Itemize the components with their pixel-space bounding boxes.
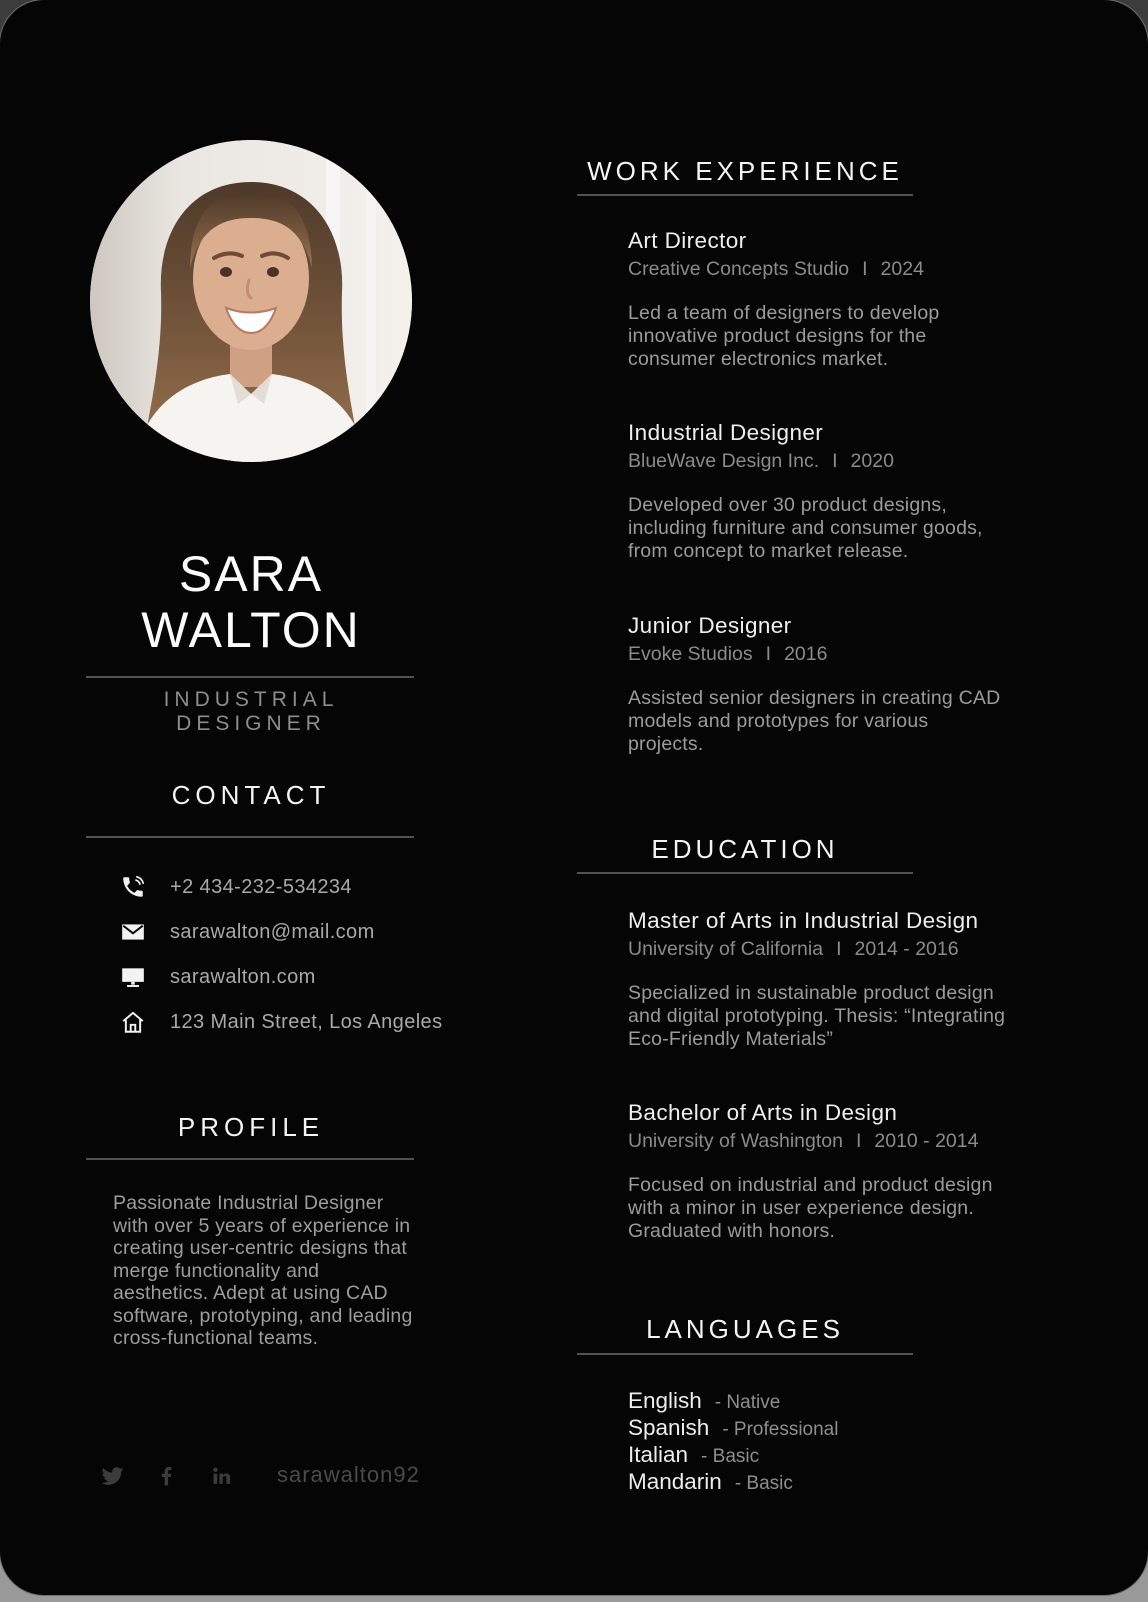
divider [86, 1158, 414, 1160]
twitter-icon[interactable] [100, 1463, 125, 1488]
language-item [628, 1415, 1006, 1442]
job-description: Assisted senior designers in creating CAD models and prototypes for various projects. [628, 687, 1001, 755]
languages-list [628, 1388, 1006, 1496]
language-item [628, 1469, 1006, 1496]
job-meta [628, 643, 1006, 666]
meta-separator: I [836, 938, 842, 960]
meta-separator: I [832, 450, 838, 472]
job-title: Industrial Designer [628, 420, 824, 445]
job-org: Evoke Studios [628, 643, 753, 665]
language-name: Spanish [628, 1415, 710, 1440]
degree-description: Focused on industrial and product design with a minor in user experience design. Graduated with honors. [628, 1174, 993, 1242]
work-entry [628, 613, 1006, 756]
profile-summary: Passionate Industrial Designer with over 5 years of experience in creating user-centric designs that merge functionality and aesthetics. Adept at using CAD software, prototyping, and leading cross-functional teams. [113, 1192, 413, 1349]
education-entry [628, 908, 1006, 1051]
website-icon [120, 964, 146, 990]
language-item [628, 1442, 1006, 1469]
education-heading: EDUCATION [651, 834, 839, 864]
job-date: 2024 [880, 258, 924, 280]
language-name: English [628, 1388, 702, 1413]
email-address: sarawalton@mail.com [170, 920, 375, 943]
language-level: - Basic [701, 1446, 760, 1467]
divider [577, 194, 913, 196]
language-name: Italian [628, 1442, 689, 1467]
job-date: 2016 [784, 643, 828, 665]
home-icon [120, 1009, 146, 1035]
language-name: Mandarin [628, 1469, 722, 1494]
meta-separator: I [855, 1130, 862, 1152]
name-line2: WALTON [141, 602, 361, 658]
street-address: 123 Main Street, Los Angeles [170, 1010, 443, 1033]
divider [86, 676, 414, 678]
name-line1: SARA [178, 546, 324, 602]
phone-number: +2 434-232-534234 [170, 875, 352, 898]
profile-photo [90, 140, 412, 462]
contact-heading: CONTACT [171, 780, 331, 810]
degree-title: Master of Arts in Industrial Design [628, 908, 979, 933]
phone-icon [120, 874, 146, 900]
job-org: BlueWave Design Inc. [628, 450, 820, 472]
meta-separator: I [862, 258, 868, 280]
website-url: sarawalton.com [170, 965, 316, 988]
degree-meta [628, 1130, 1006, 1153]
language-item [628, 1388, 1006, 1415]
job-meta [628, 258, 1006, 281]
degree-title: Bachelor of Arts in Design [628, 1100, 898, 1125]
education-entry [628, 1100, 1006, 1243]
language-level: - Basic [734, 1473, 793, 1494]
role-subtitle: INDUSTRIAL DESIGNER [163, 688, 339, 735]
name-heading [85, 546, 417, 658]
job-org: Creative Concepts Studio [628, 258, 850, 280]
degree-org: University of Washington [628, 1130, 843, 1152]
degree-description: Specialized in sustainable product design and digital prototyping. Thesis: “Integrating Eco-Friendly Materials” [628, 982, 1006, 1050]
work-entry [628, 228, 1006, 371]
degree-org: University of California [628, 938, 824, 960]
facebook-icon[interactable] [154, 1463, 179, 1488]
language-level: - Native [714, 1392, 781, 1413]
job-description: Led a team of designers to develop innovative product designs for the consumer electronics market. [628, 302, 940, 370]
divider [577, 872, 913, 874]
degree-date: 2014 - 2016 [854, 938, 959, 960]
contact-item-address [120, 1009, 443, 1035]
profile-heading: PROFILE [177, 1112, 325, 1142]
degree-meta [628, 938, 1006, 961]
job-title: Art Director [628, 228, 747, 253]
languages-heading: LANGUAGES [646, 1314, 844, 1344]
divider [86, 836, 414, 838]
contact-list [120, 874, 443, 1054]
job-description: Developed over 30 product designs, including furniture and consumer goods, from concept to market release. [628, 494, 983, 562]
job-meta [628, 450, 1006, 473]
contact-item-email[interactable] [120, 919, 425, 945]
social-row [100, 1462, 420, 1488]
divider [577, 1353, 913, 1355]
meta-separator: I [765, 643, 772, 665]
work-experience-heading: WORK EXPERIENCE [587, 156, 903, 186]
linkedin-icon[interactable] [208, 1463, 233, 1488]
work-entry [628, 420, 1006, 563]
language-level: - Professional [722, 1419, 839, 1440]
contact-item-website[interactable] [120, 964, 425, 990]
job-date: 2020 [850, 450, 894, 472]
job-title: Junior Designer [628, 613, 792, 638]
contact-item-phone[interactable] [120, 874, 425, 900]
social-handle: sarawalton92 [277, 1462, 420, 1487]
degree-date: 2010 - 2014 [874, 1130, 979, 1152]
profile-photo-illustration [90, 140, 412, 462]
email-icon [120, 919, 146, 945]
